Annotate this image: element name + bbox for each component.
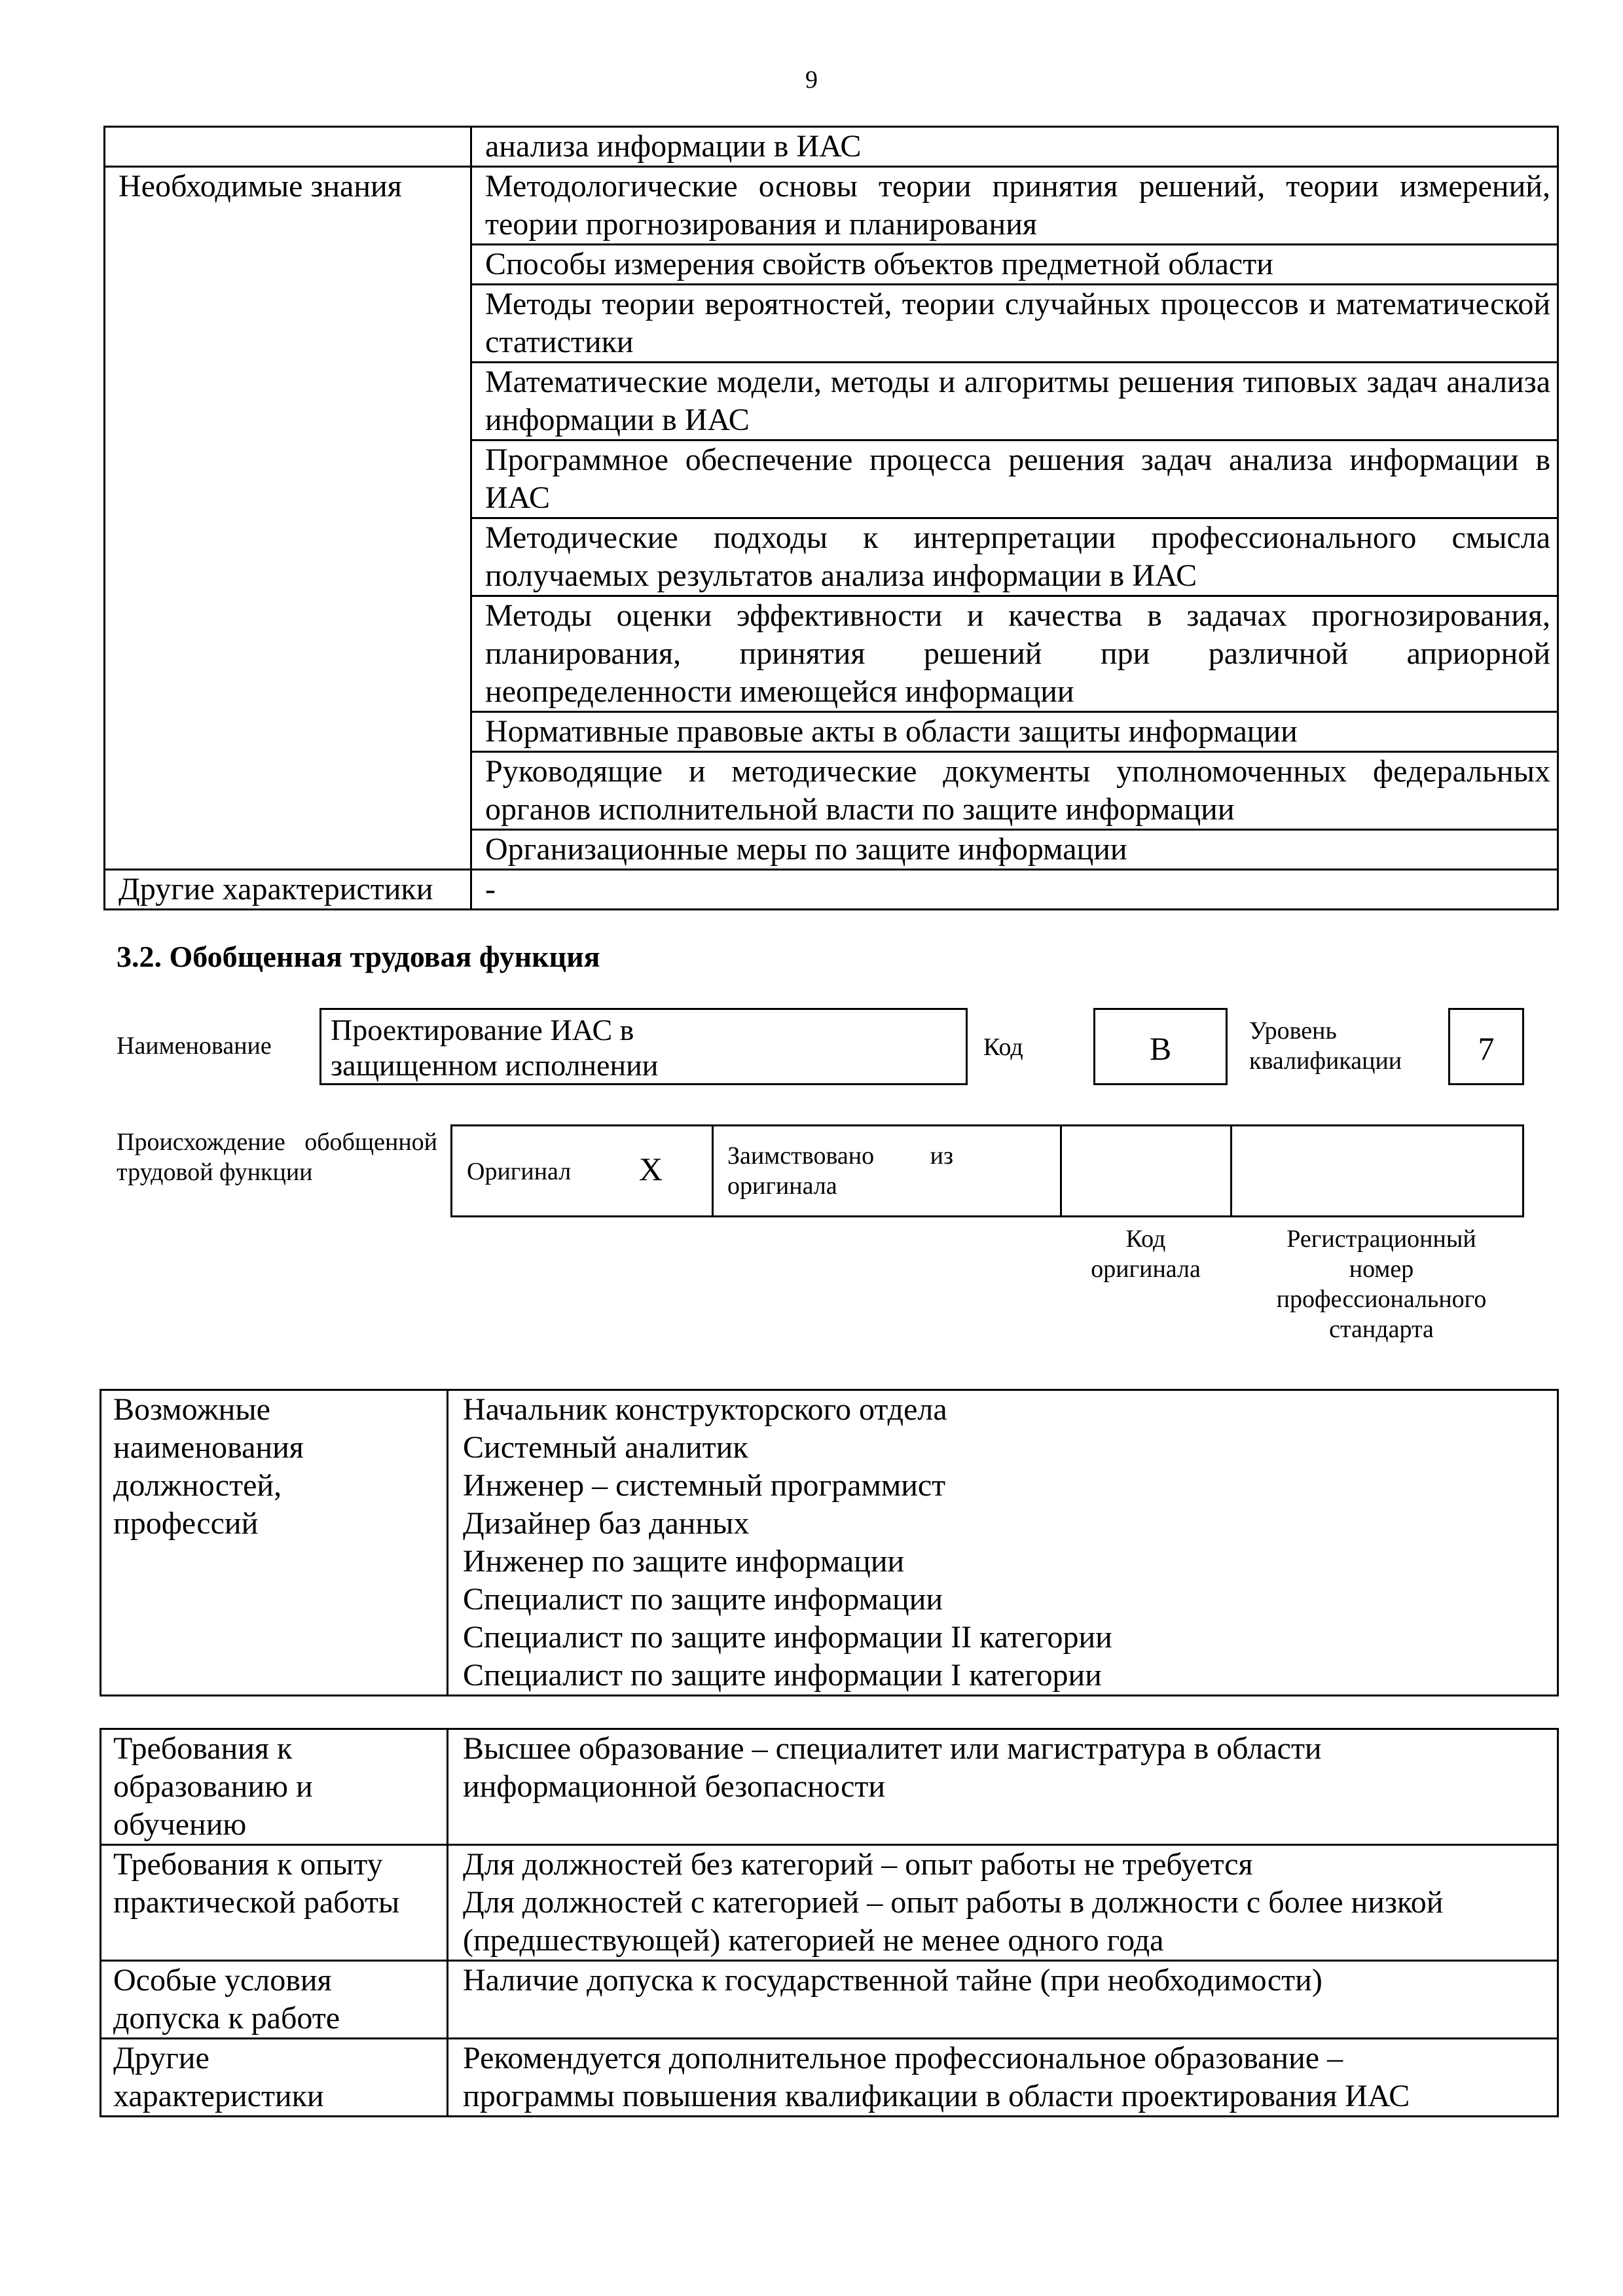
knowledge-item: Методологические основы теории принятия решений, теории измерений, теории прогнозирования и планирования <box>471 167 1558 245</box>
origin-box <box>450 1124 1524 1217</box>
divider <box>712 1126 714 1215</box>
knowledge-item: Организационные меры по защите информации <box>471 830 1558 870</box>
name-label: Наименование <box>117 1032 272 1060</box>
original-mark: X <box>639 1151 663 1187</box>
name-value-box <box>319 1008 968 1085</box>
requirement-label: Требования к образованию и обучению <box>101 1729 448 1845</box>
list-item: Дизайнер баз данных <box>463 1506 750 1541</box>
list-item: Инженер по защите информации <box>463 1544 905 1579</box>
section-title: 3.2. Обобщенная трудовая функция <box>117 940 600 973</box>
list-item: Начальник конструкторского отдела <box>463 1392 947 1427</box>
positions-label: Возможные наименования должностей, профессий <box>101 1390 448 1696</box>
requirement-value: Рекомендуется дополнительное профессиональное образование – программы повышения квалификации в области проектирования ИАС <box>448 2039 1558 2117</box>
code-value: B <box>1149 1030 1172 1067</box>
requirement-label: Другие характеристики <box>101 2039 448 2117</box>
knowledge-table <box>103 126 1559 910</box>
caption-code: Код оригинала <box>1091 1225 1201 1283</box>
positions-list <box>448 1390 1558 1696</box>
divider <box>1060 1126 1062 1215</box>
positions-table <box>100 1389 1559 1696</box>
list-item: Специалист по защите информации II категории <box>463 1620 1112 1655</box>
list-item: Специалист по защите информации <box>463 1582 943 1617</box>
code-label: Код <box>983 1033 1023 1061</box>
list-item: Инженер – системный программист <box>463 1468 946 1503</box>
divider <box>1230 1126 1232 1215</box>
requirement-value: Высшее образование – специалитет или магистратура в области информационной безопасности <box>448 1729 1558 1845</box>
table-row <box>105 870 1558 910</box>
table-row <box>105 167 1558 245</box>
original-label: Оригинал <box>467 1158 572 1185</box>
other-value: - <box>471 870 1558 910</box>
requirement-label: Требования к опыту практической работы <box>101 1845 448 1961</box>
borrowed-label: Заимствовано из оригинала <box>727 1142 953 1200</box>
table-row <box>101 2039 1558 2117</box>
knowledge-item: Программное обеспечение процесса решения задач анализа информации в ИАС <box>471 440 1558 518</box>
empty-cell <box>105 127 471 167</box>
table-row <box>101 1390 1558 1696</box>
requirement-value: Наличие допуска к государственной тайне (при необходимости) <box>448 1961 1558 2039</box>
knowledge-item: Способы измерения свойств объектов предметной области <box>471 245 1558 285</box>
knowledge-item: Нормативные правовые акты в области защиты информации <box>471 712 1558 752</box>
knowledge-item: Методические подходы к интерпретации профессионального смысла получаемых результатов анализа информации в ИАС <box>471 518 1558 596</box>
name-value: Проектирование ИАС в защищенном исполнении <box>331 1013 659 1082</box>
table-row <box>101 1961 1558 2039</box>
table-row <box>105 127 1558 167</box>
origin-label: Происхождение обобщенной трудовой функции <box>117 1128 437 1186</box>
continuation-text: анализа информации в ИАС <box>471 127 1558 167</box>
knowledge-item: Методы теории вероятностей, теории случайных процессов и математической статистики <box>471 285 1558 363</box>
requirements-table <box>100 1728 1559 2117</box>
level-value-box <box>1448 1008 1524 1085</box>
knowledge-item: Математические модели, методы и алгоритмы решения типовых задач анализа информации в ИАС <box>471 363 1558 440</box>
list-item: Специалист по защите информации I категории <box>463 1658 1102 1693</box>
level-label: Уровень квалификации <box>1249 1017 1402 1075</box>
requirement-label: Особые условия допуска к работе <box>101 1961 448 2039</box>
knowledge-item: Методы оценки эффективности и качества в задачах прогнозирования, планирования, принятия решений при различной априорной неопределенности имеющейся информации <box>471 596 1558 712</box>
caption-reg: Регистрационный номер профессионального стандарта <box>1276 1225 1487 1343</box>
knowledge-item: Руководящие и методические документы уполномоченных федеральных органов исполнительной власти по защите информации <box>471 752 1558 830</box>
table-row <box>101 1729 1558 1845</box>
code-value-box <box>1093 1008 1228 1085</box>
level-value: 7 <box>1478 1030 1495 1067</box>
knowledge-label: Необходимые знания <box>105 167 471 870</box>
list-item: Системный аналитик <box>463 1430 748 1465</box>
requirement-value: Для должностей без категорий – опыт работы не требуется Для должностей с категорией – опыт работы в должности с более низкой (предшествующей) категорией не менее одного года <box>448 1845 1558 1961</box>
table-row <box>101 1845 1558 1961</box>
page-number: 9 <box>805 66 818 94</box>
other-label: Другие характеристики <box>105 870 471 910</box>
